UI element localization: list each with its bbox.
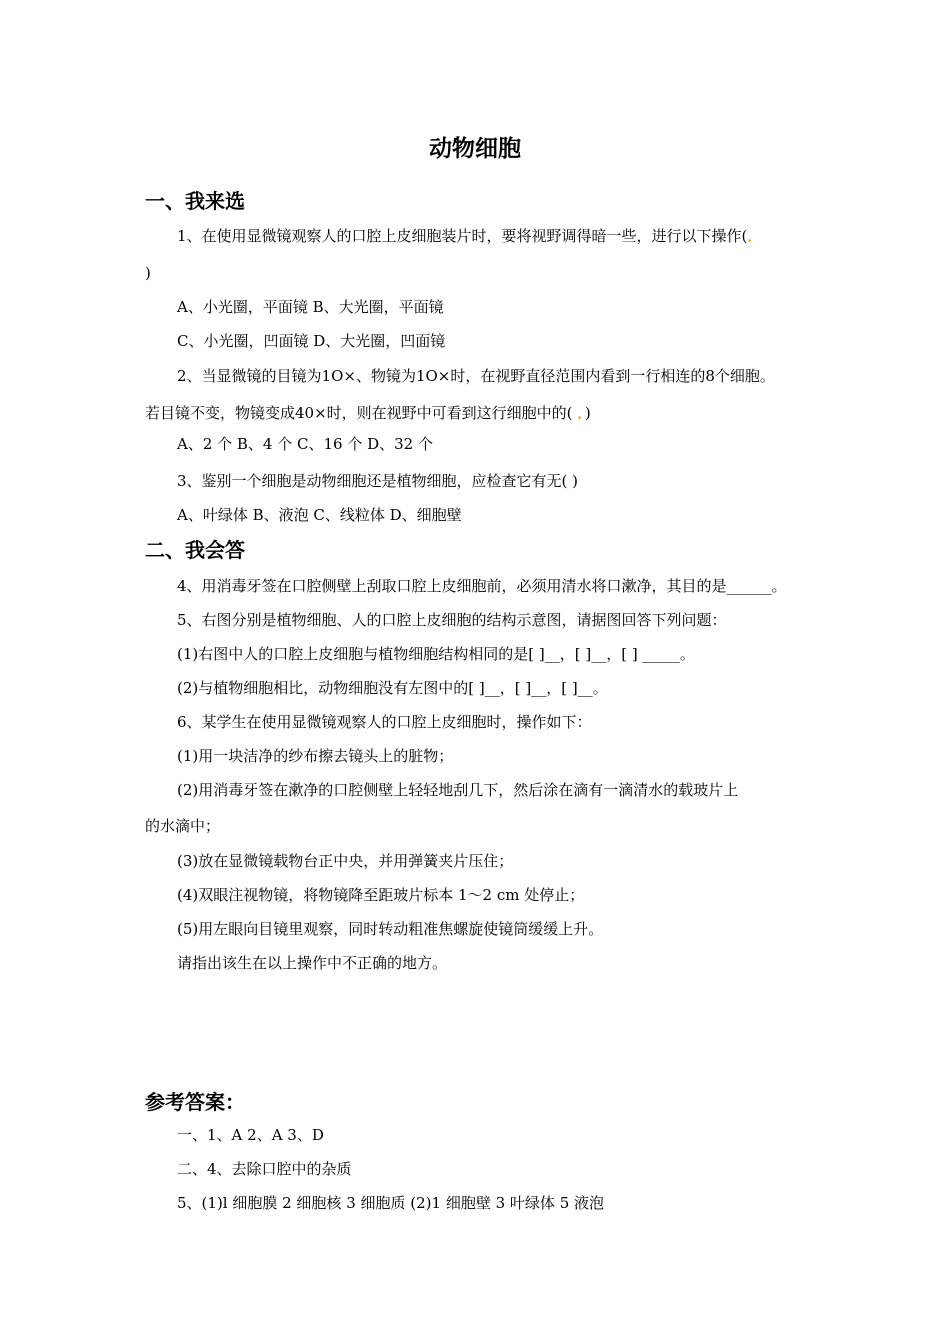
emphasis-mark: ． <box>747 227 763 245</box>
question-6-step-2-cont: 的水滴中； <box>145 817 221 835</box>
question-1-options-ab: A、小光圈，平面镜 B、大光圈，平面镜 <box>177 298 444 316</box>
question-1 <box>177 226 842 246</box>
question-5-part-1: (1)右图中人的口腔上皮细胞与植物细胞结构相同的是[ ]__，[ ]__，[ ] _____。 <box>177 645 695 663</box>
answer-section-1: 一、1、A 2、A 3、D <box>177 1126 324 1144</box>
emphasis-mark: ． <box>577 404 585 422</box>
question-4: 4、用消毒牙签在口腔侧壁上刮取口腔上皮细胞前，必须用清水将口漱净，其目的是______。 <box>177 577 787 595</box>
question-1-options-cd: C、小光圈，凹面镜 D、大光圈，凹面镜 <box>177 332 446 350</box>
question-1-close: ) <box>145 264 151 282</box>
question-5-part-2: (2)与植物细胞相比，动物细胞没有左图中的[ ]__，[ ]__，[ ]__。 <box>177 679 608 697</box>
question-6: 6、某学生在使用显微镜观察人的口腔上皮细胞时，操作如下： <box>177 713 592 731</box>
question-6-step-3: (3)放在显微镜载物台正中央，并用弹簧夹片压住； <box>177 852 514 870</box>
question-3-options: A、叶绿体 B、液泡 C、线粒体 D、细胞壁 <box>177 506 462 524</box>
question-2-text: 若目镜不变，物镜变成40×时，则在视野中可看到这行细胞中的( <box>145 404 573 422</box>
section-heading-choose: 一、我来选 <box>145 189 245 213</box>
question-5: 5、右图分别是植物细胞、人的口腔上皮细胞的结构示意图，请据图回答下列问题： <box>177 611 727 629</box>
answer-section-2: 二、4、去除口腔中的杂质 <box>177 1160 352 1178</box>
section-heading-answer: 二、我会答 <box>145 538 245 562</box>
question-6-step-4: (4)双眼注视物镜，将物镜降至距玻片标本 1～2 cm 处停止； <box>177 886 585 904</box>
question-3: 3、鉴别一个细胞是动物细胞还是植物细胞，应检查它有无( ) <box>177 472 579 490</box>
page-title: 动物细胞 <box>429 136 521 162</box>
question-1-text: 1、在使用显微镜观察人的口腔上皮细胞装片时，要将视野调得暗一些，进行以下操作( <box>177 227 748 245</box>
answer-question-5: 5、(1)l 细胞膜 2 细胞核 3 细胞质 (2)1 细胞壁 3 叶绿体 5 液泡 <box>177 1194 605 1212</box>
question-6-step-1: (1)用一块洁净的纱布擦去镜头上的脏物； <box>177 747 454 765</box>
question-2-line2 <box>145 403 810 423</box>
question-6-step-5: (5)用左眼向目镜里观察，同时转动粗准焦螺旋使镜筒缓缓上升。 <box>177 920 604 938</box>
question-6-step-2: (2)用消毒牙签在漱净的口腔侧壁上轻轻地刮几下，然后涂在滴有一滴清水的载玻片上 <box>177 781 739 799</box>
question-2-close: ) <box>584 404 591 422</box>
question-6-prompt: 请指出该生在以上操作中不正确的地方。 <box>177 954 448 972</box>
answers-heading: 参考答案： <box>145 1090 245 1114</box>
question-2-line1: 2、当显微镜的目镜为1O×、物镜为1O×时，在视野直径范围内看到一行相连的8个细胞。 <box>177 367 775 385</box>
question-2-options: A、2 个 B、4 个 C、16 个 D、32 个 <box>177 435 433 453</box>
